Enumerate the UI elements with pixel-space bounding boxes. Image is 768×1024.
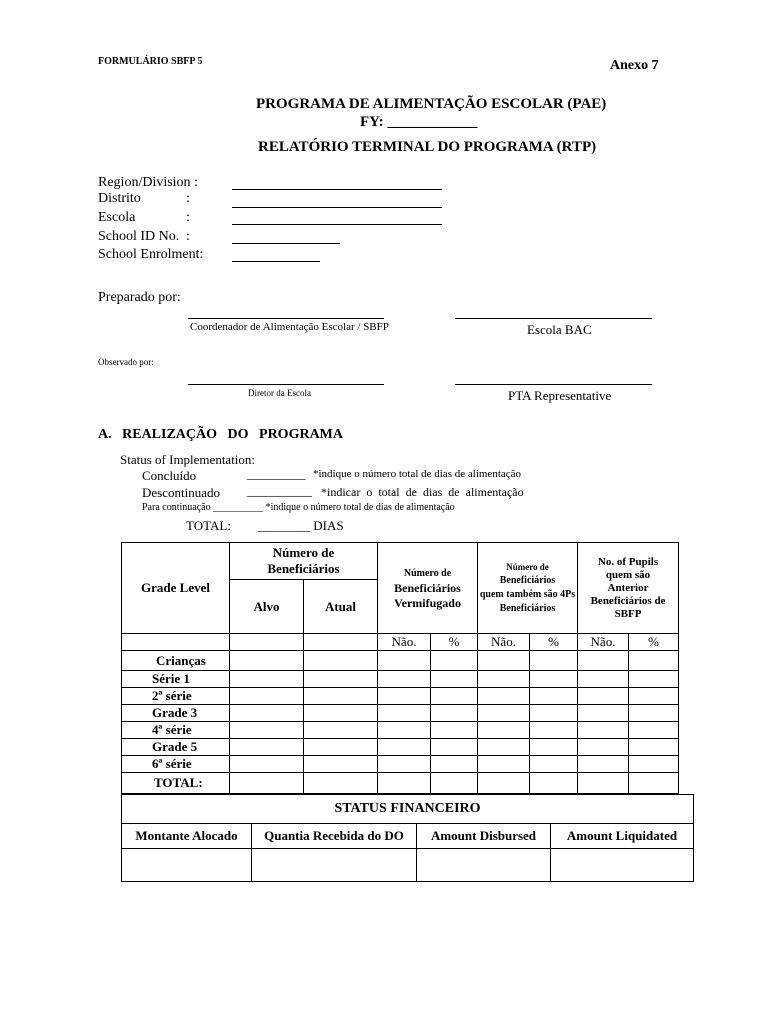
grade-row-cell[interactable] <box>230 756 304 773</box>
grade-row-cell[interactable] <box>304 651 378 671</box>
grade-row-cell[interactable] <box>378 671 431 688</box>
concluded-blank[interactable]: _________ <box>247 466 306 481</box>
field-colon: : <box>186 229 190 244</box>
grade-row-cell[interactable] <box>578 688 629 705</box>
field-school-id-label: School ID No. <box>98 229 180 244</box>
disbursed-amount-cell[interactable] <box>417 849 551 882</box>
field-district-line[interactable] <box>232 207 442 208</box>
annex-label: Anexo 7 <box>610 58 659 73</box>
dewormed-header-line-2: Beneficiários <box>394 580 461 595</box>
disbursed-amount-header: Amount Disbursed <box>417 824 551 849</box>
subheader-blank <box>122 634 230 651</box>
prepared-label: Preparado por: <box>98 290 181 305</box>
grade-row <box>122 722 679 739</box>
grade-row-label: 6ª série <box>122 756 230 773</box>
allocated-amount-cell[interactable] <box>122 849 252 882</box>
grade-row-cell[interactable] <box>478 671 530 688</box>
field-colon: : <box>186 191 190 206</box>
grade-row-cell[interactable] <box>378 739 431 756</box>
observed-signature-line-1[interactable] <box>188 384 384 385</box>
grade-row-cell[interactable] <box>530 671 578 688</box>
grade-row-cell[interactable] <box>378 722 431 739</box>
grade-row <box>122 756 679 773</box>
grade-row <box>122 705 679 722</box>
liquidated-amount-cell[interactable] <box>551 849 694 882</box>
grade-row-cell[interactable] <box>431 756 478 773</box>
field-school-line[interactable] <box>232 224 442 225</box>
grade-row-cell[interactable] <box>629 722 679 739</box>
grade-row-cell[interactable] <box>378 773 431 794</box>
received-amount-cell[interactable] <box>252 849 417 882</box>
dewormed-no-header: Não. <box>378 634 431 651</box>
concluded-note: *indique o número total de dias de alimentação <box>313 468 522 480</box>
grade-row-cell[interactable] <box>530 705 578 722</box>
field-colon: : <box>186 210 190 225</box>
field-district-label: Distrito <box>98 191 141 206</box>
form-code: FORMULÁRIO SBFP 5 <box>98 56 203 67</box>
grade-row-cell[interactable] <box>431 739 478 756</box>
grade-row-cell[interactable] <box>431 705 478 722</box>
grade-row-cell[interactable] <box>578 705 629 722</box>
grade-row-cell[interactable] <box>304 688 378 705</box>
grade-row-cell[interactable] <box>378 756 431 773</box>
fourps-header-line-4: Beneficiários <box>499 603 556 614</box>
grade-row-label: 2ª série <box>122 688 230 705</box>
grade-row-cell[interactable] <box>629 671 679 688</box>
grade-row-cell[interactable] <box>378 705 431 722</box>
report-title: RELATÓRIO TERMINAL DO PROGRAMA (RTP) <box>258 139 597 155</box>
discontinued-label: Descontinuado <box>142 485 220 500</box>
observed-signature-line-2[interactable] <box>455 384 652 385</box>
observed-label: Observado por: <box>98 357 154 367</box>
implementation-table <box>121 542 679 794</box>
field-enrolment-label: School Enrolment: <box>98 247 204 262</box>
section-a-title: A. REALIZAÇÃO DO PROGRAMA <box>98 427 343 442</box>
grade-row-cell[interactable] <box>478 705 530 722</box>
grade-row-label: Grade 3 <box>122 705 230 722</box>
prior-sbfp-header-line-2: quem são <box>605 568 651 581</box>
observed-signer-2: PTA Representative <box>508 388 612 403</box>
dewormed-header <box>378 543 478 634</box>
fourps-header <box>478 543 578 634</box>
grade-row-cell[interactable] <box>378 651 431 671</box>
grade-row <box>122 773 679 794</box>
continuation-line: Para continuação __________ *indique o número total de dias de alimentação <box>142 502 455 513</box>
grade-row <box>122 671 679 688</box>
grade-row-label: TOTAL: <box>122 773 230 794</box>
field-school-label: Escola <box>98 210 136 225</box>
prepared-signature-line-1[interactable] <box>188 318 384 319</box>
grade-row-label: Crianças <box>122 651 230 671</box>
dewormed-header-line-1: Número de <box>403 567 452 579</box>
prior-sbfp-header <box>578 543 679 634</box>
fourps-header-line-3: quem também são 4Ps <box>479 589 576 600</box>
grade-row-cell[interactable] <box>629 739 679 756</box>
subheader-blank <box>304 634 378 651</box>
total-days-label: TOTAL: <box>186 518 231 533</box>
grade-row-cell[interactable] <box>578 651 629 671</box>
grade-row-cell[interactable] <box>629 773 679 794</box>
field-region-label: Region/Division : <box>98 175 198 190</box>
prior-sbfp-header-line-4: Beneficiários de <box>590 594 666 607</box>
grade-row-cell[interactable] <box>578 671 629 688</box>
atual-header: Atual <box>304 580 378 634</box>
grade-row <box>122 651 679 671</box>
grade-row-cell[interactable] <box>478 756 530 773</box>
grade-row-cell[interactable] <box>478 773 530 794</box>
discontinued-blank[interactable]: __________ <box>247 483 312 498</box>
program-title: PROGRAMA DE ALIMENTAÇÃO ESCOLAR (PAE) <box>256 96 607 112</box>
prepared-signature-line-2[interactable] <box>455 318 652 319</box>
grade-row-cell[interactable] <box>304 671 378 688</box>
grade-row-cell[interactable] <box>478 688 530 705</box>
field-enrolment-line[interactable] <box>232 261 320 262</box>
grade-row <box>122 688 679 705</box>
total-days-blank[interactable]: ________ DIAS <box>258 518 344 533</box>
grade-row-cell[interactable] <box>230 722 304 739</box>
alvo-header: Alvo <box>230 580 304 634</box>
grade-row-cell[interactable] <box>431 671 478 688</box>
grade-row-cell[interactable] <box>629 651 679 671</box>
grade-row-cell[interactable] <box>478 722 530 739</box>
prepared-signer-1: Coordenador de Alimentação Escolar / SBFP <box>190 321 389 333</box>
observed-signer-1: Diretor da Escola <box>248 388 311 398</box>
grade-row-cell[interactable] <box>629 705 679 722</box>
discontinued-note: *indicar o total de dias de alimentação <box>321 485 524 499</box>
grade-row-cell[interactable] <box>530 756 578 773</box>
grade-row-cell[interactable] <box>530 651 578 671</box>
grade-row-label: 4ª série <box>122 722 230 739</box>
grade-row-cell[interactable] <box>230 705 304 722</box>
grade-row-cell[interactable] <box>578 739 629 756</box>
grade-row-cell[interactable] <box>378 688 431 705</box>
grade-row-cell[interactable] <box>629 688 679 705</box>
fourps-no-header: Não. <box>478 634 530 651</box>
grade-row-cell[interactable] <box>431 773 478 794</box>
grade-row-cell[interactable] <box>578 756 629 773</box>
grade-row-cell[interactable] <box>431 688 478 705</box>
grade-row-cell[interactable] <box>530 773 578 794</box>
prior-sbfp-header-line-5: SBFP <box>614 607 642 620</box>
allocated-amount-header: Montante Alocado <box>122 824 252 849</box>
grade-row-cell[interactable] <box>530 739 578 756</box>
financial-status-table <box>121 794 694 882</box>
dewormed-pct-header: % <box>431 634 478 651</box>
grade-row-cell[interactable] <box>530 688 578 705</box>
prior-sbfp-header-line-1: No. of Pupils <box>597 555 659 568</box>
grade-row-cell[interactable] <box>304 739 378 756</box>
prior-sbfp-header-line-3: Anterior <box>607 581 649 594</box>
grade-row-cell[interactable] <box>304 705 378 722</box>
subheader-blank <box>230 634 304 651</box>
grade-row-label: Série 1 <box>122 671 230 688</box>
grade-row-cell[interactable] <box>230 688 304 705</box>
grade-row-cell[interactable] <box>230 773 304 794</box>
liquidated-amount-header: Amount Liquidated <box>551 824 694 849</box>
grade-level-header: Grade Level <box>122 543 230 634</box>
grade-row-cell[interactable] <box>230 671 304 688</box>
financial-status-title: STATUS FINANCEIRO <box>122 795 694 824</box>
grade-row-cell[interactable] <box>304 773 378 794</box>
fourps-header-line-2: Beneficiários <box>499 575 556 586</box>
field-school-id-line[interactable] <box>232 243 340 244</box>
prior-sbfp-no-header: Não. <box>578 634 629 651</box>
grade-row-cell[interactable] <box>578 722 629 739</box>
grade-row-cell[interactable] <box>629 756 679 773</box>
grade-row-cell[interactable] <box>530 722 578 739</box>
prior-sbfp-pct-header: % <box>629 634 679 651</box>
grade-row-cell[interactable] <box>431 651 478 671</box>
concluded-label: Concluído <box>142 468 197 483</box>
num-beneficiaries-header: Número de Beneficiários <box>230 543 378 580</box>
grade-row-cell[interactable] <box>230 739 304 756</box>
field-region-line[interactable] <box>232 189 442 190</box>
grade-row-cell[interactable] <box>230 651 304 671</box>
fourps-header-line-1: Número de <box>506 562 549 572</box>
prepared-signer-2: Escola BAC <box>527 322 592 337</box>
grade-row-cell[interactable] <box>431 722 478 739</box>
received-amount-header: Quantia Recebida do DO <box>252 824 417 849</box>
status-label: Status of Implementation: <box>120 452 256 467</box>
dewormed-header-line-3: Vermifugado <box>394 595 461 610</box>
grade-row <box>122 739 679 756</box>
grade-row-label: Grade 5 <box>122 739 230 756</box>
grade-row-cell[interactable] <box>304 756 378 773</box>
grade-row-cell[interactable] <box>478 651 530 671</box>
grade-row-cell[interactable] <box>478 739 530 756</box>
grade-row-cell[interactable] <box>304 722 378 739</box>
fy-label: FY: ____________ <box>360 114 478 130</box>
grade-row-cell[interactable] <box>578 773 629 794</box>
fourps-pct-header: % <box>530 634 578 651</box>
